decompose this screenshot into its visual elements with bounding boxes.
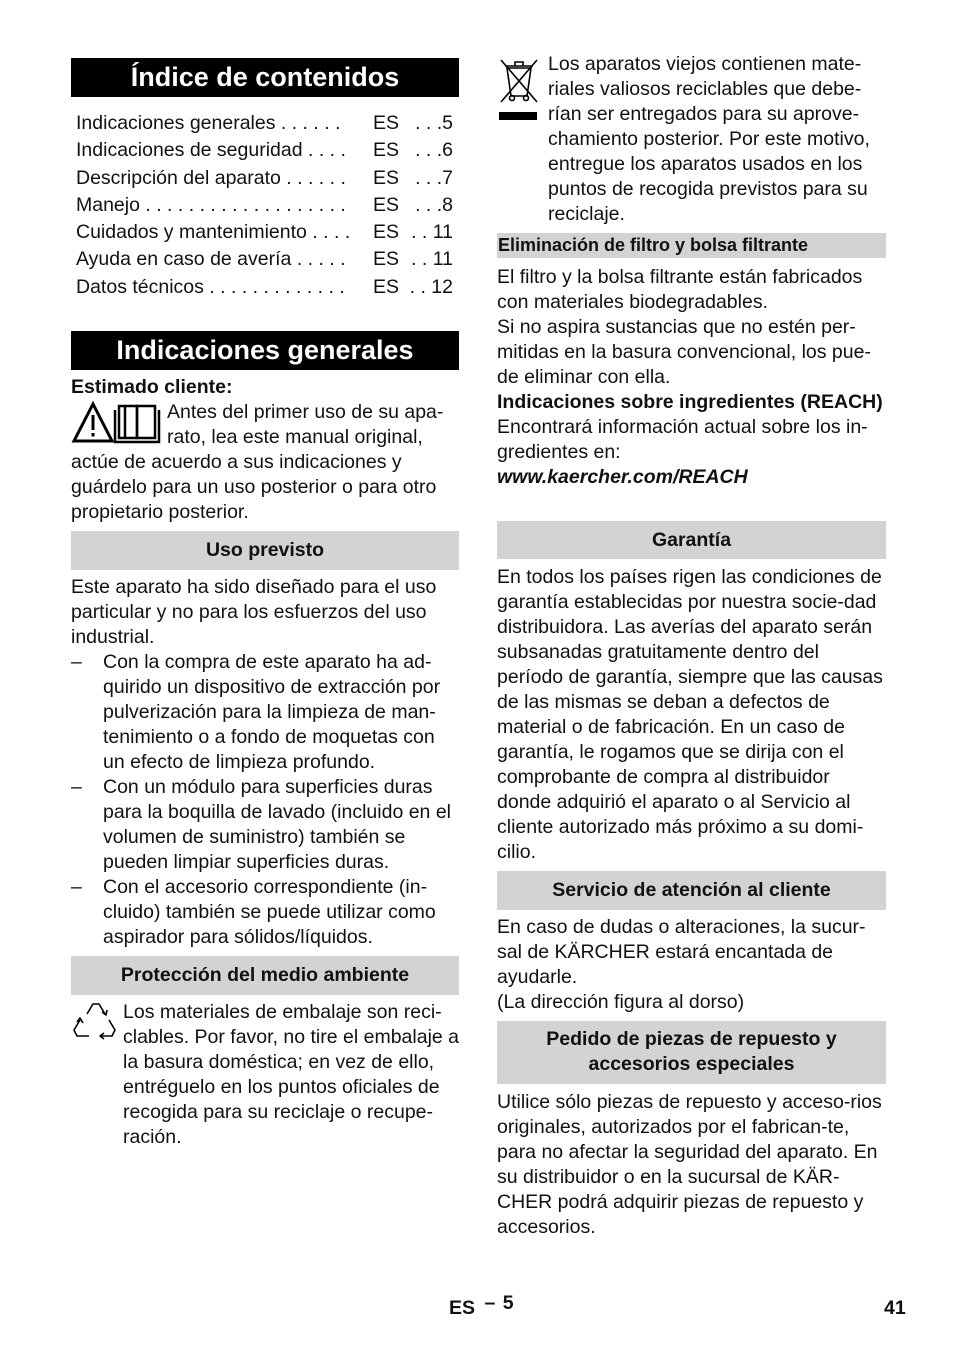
warning-manual-icon (71, 400, 167, 448)
old-devices-notice (497, 52, 886, 227)
footer-section-page (449, 1292, 514, 1321)
general-heading: Indicaciones generales (71, 331, 459, 370)
list-item (71, 650, 459, 775)
toc-entry-page: . . .7 (415, 166, 453, 189)
toc-entry-page: . . .8 (415, 193, 453, 216)
intended-use-heading: Uso previsto (71, 531, 459, 570)
toc-heading: Índice de contenidos (71, 58, 459, 97)
toc-row[interactable] (71, 192, 459, 219)
list-dash: – (71, 876, 82, 898)
dear-customer-label: Estimado cliente: (71, 376, 233, 398)
filter-paragraph-2: Si no aspira sustancias que no estén per-mitidas en la basura convencional, los pue-de eliminar con ella. (497, 316, 871, 388)
filter-section (497, 265, 886, 490)
parts-text: Utilice sólo piezas de repuesto y acceso-rios originales, autorizados por el fabrican-te, para no afectar la seguridad del aparato. En su distribuidor o en la sucursal de KÄR-CHER podrá adquirir piezas de repuesto y accesorios. (497, 1091, 882, 1238)
reach-link[interactable]: www.kaercher.com/REACH (497, 466, 748, 488)
toc-row[interactable] (71, 137, 459, 164)
toc-entry-lang: ES (372, 248, 399, 271)
footer-lang: ES (449, 1297, 476, 1319)
packaging-text: Los materiales de embalaje son reci-clables. Por favor, no tire el embalaje a la basura doméstica; en vez de ello, entréguelo en los puntos oficiales de recogida para su reciclaje o recupe-ración. (123, 1001, 460, 1148)
toc-entry-lang: ES (372, 221, 399, 244)
list-dash: – (71, 776, 82, 798)
intended-use-paragraph: Este aparato ha sido diseñado para el uso particular y no para los esfuerzos del uso industrial. (71, 576, 437, 648)
reach-heading: Indicaciones sobre ingredientes (REACH) (497, 391, 883, 413)
intro-first-lines: Antes del primer uso de su apa-rato, lea este manual original, (167, 401, 444, 448)
toc-row[interactable] (71, 110, 459, 137)
list-item-text: Con la compra de este aparato ha ad-quirido un dispositivo de extracción por pulverización para la limpieza de man-tenimiento o a fondo de moquetas con un efecto de limpieza profundo. (103, 651, 441, 773)
footer-dash: – (484, 1292, 496, 1314)
toc-row[interactable] (71, 219, 459, 246)
list-item (71, 875, 459, 950)
toc-entry-lang: ES (372, 275, 399, 298)
toc-entry-title: Ayuda en caso de avería . . . . . (76, 248, 346, 271)
intended-use-section (71, 575, 459, 950)
filter-heading: Eliminación de filtro y bolsa filtrante (497, 233, 886, 258)
toc-row[interactable] (71, 246, 459, 273)
footer-section-number: 5 (502, 1292, 514, 1314)
manual-notice (71, 400, 459, 450)
packaging-notice (71, 1000, 459, 1150)
old-devices-text: Los aparatos viejos contienen mate-riales valiosos reciclables que debe-rían ser entregados para su aprove-chamiento posterior. Por este motivo, entregue los aparatos usados en los puntos de recogida previstos para su reciclaje. (548, 53, 870, 225)
toc-entry-title: Cuidados y mantenimiento . . . . (76, 221, 351, 244)
environment-heading: Protección del medio ambiente (71, 956, 459, 995)
service-heading: Servicio de atención al cliente (497, 871, 886, 910)
toc-entry-lang: ES (372, 166, 399, 189)
toc-row[interactable] (71, 274, 459, 301)
table-of-contents (71, 110, 459, 301)
list-item (71, 775, 459, 875)
toc-entry-title: Datos técnicos . . . . . . . . . . . . . (76, 275, 345, 298)
toc-row[interactable] (71, 165, 459, 192)
toc-entry-page: . . 12 (409, 275, 453, 298)
list-item-text: Con el accesorio correspondiente (in-cluido) también se puede utilizar como aspirador para sólidos/líquidos. (103, 876, 436, 948)
toc-entry-title: Descripción del aparato . . . . . . (76, 166, 346, 189)
toc-entry-lang: ES (372, 193, 399, 216)
toc-entry-page: . . .5 (415, 112, 453, 134)
toc-entry-page: . . 11 (411, 221, 453, 244)
general-section (71, 375, 459, 525)
toc-entry-page: . . .6 (415, 139, 453, 162)
page-number: 41 (884, 1297, 906, 1319)
toc-entry-lang: ES (372, 139, 399, 162)
toc-entry-title: Indicaciones de seguridad . . . . (76, 139, 346, 162)
warranty-text: En todos los países rigen las condiciones de garantía establecidas por nuestra socie-dad distribuidora. Las averías del aparato serán subsanadas gratuitamente dentro del período de garantía, siempre que las causas de las mismas se deban a defectos de material o de fabricación. En un caso de garantía, le rogamos que se dirija con el comprobante de compra al distribuidor donde adquirió el aparato o al Servicio al cliente autorizado más próximo a su domi-cilio. (497, 566, 883, 863)
reach-text: Encontrará información actual sobre los in-gredientes en: (497, 416, 868, 463)
filter-paragraph-1: El filtro y la bolsa filtrante están fabricados con materiales biodegradables. (497, 266, 863, 313)
list-item-text: Con un módulo para superficies duras para la boquilla de lavado (incluido en el volumen de suministro) también se pueden limpiar superficies duras. (103, 776, 451, 873)
warranty-heading: Garantía (497, 521, 886, 559)
toc-entry-title: Indicaciones generales . . . . . . (76, 112, 341, 134)
service-note: (La dirección figura al dorso) (497, 991, 745, 1013)
service-section (497, 915, 886, 1015)
toc-entry-lang: ES (372, 112, 399, 134)
weee-bin-icon (497, 52, 548, 124)
toc-entry-title: Manejo . . . . . . . . . . . . . . . . . . . (76, 193, 346, 216)
recycle-icon (71, 1000, 123, 1048)
parts-heading: Pedido de piezas de repuesto y accesorios especiales (497, 1021, 886, 1084)
intro-rest: actúe de acuerdo a sus indicaciones y guárdelo para un uso posterior o para otro propietario posterior. (71, 451, 437, 523)
service-text: En caso de dudas o alteraciones, la sucur-sal de KÄRCHER estará encantada de ayudarle. (497, 916, 866, 988)
list-dash: – (71, 651, 82, 673)
toc-entry-page: . . 11 (411, 248, 453, 271)
